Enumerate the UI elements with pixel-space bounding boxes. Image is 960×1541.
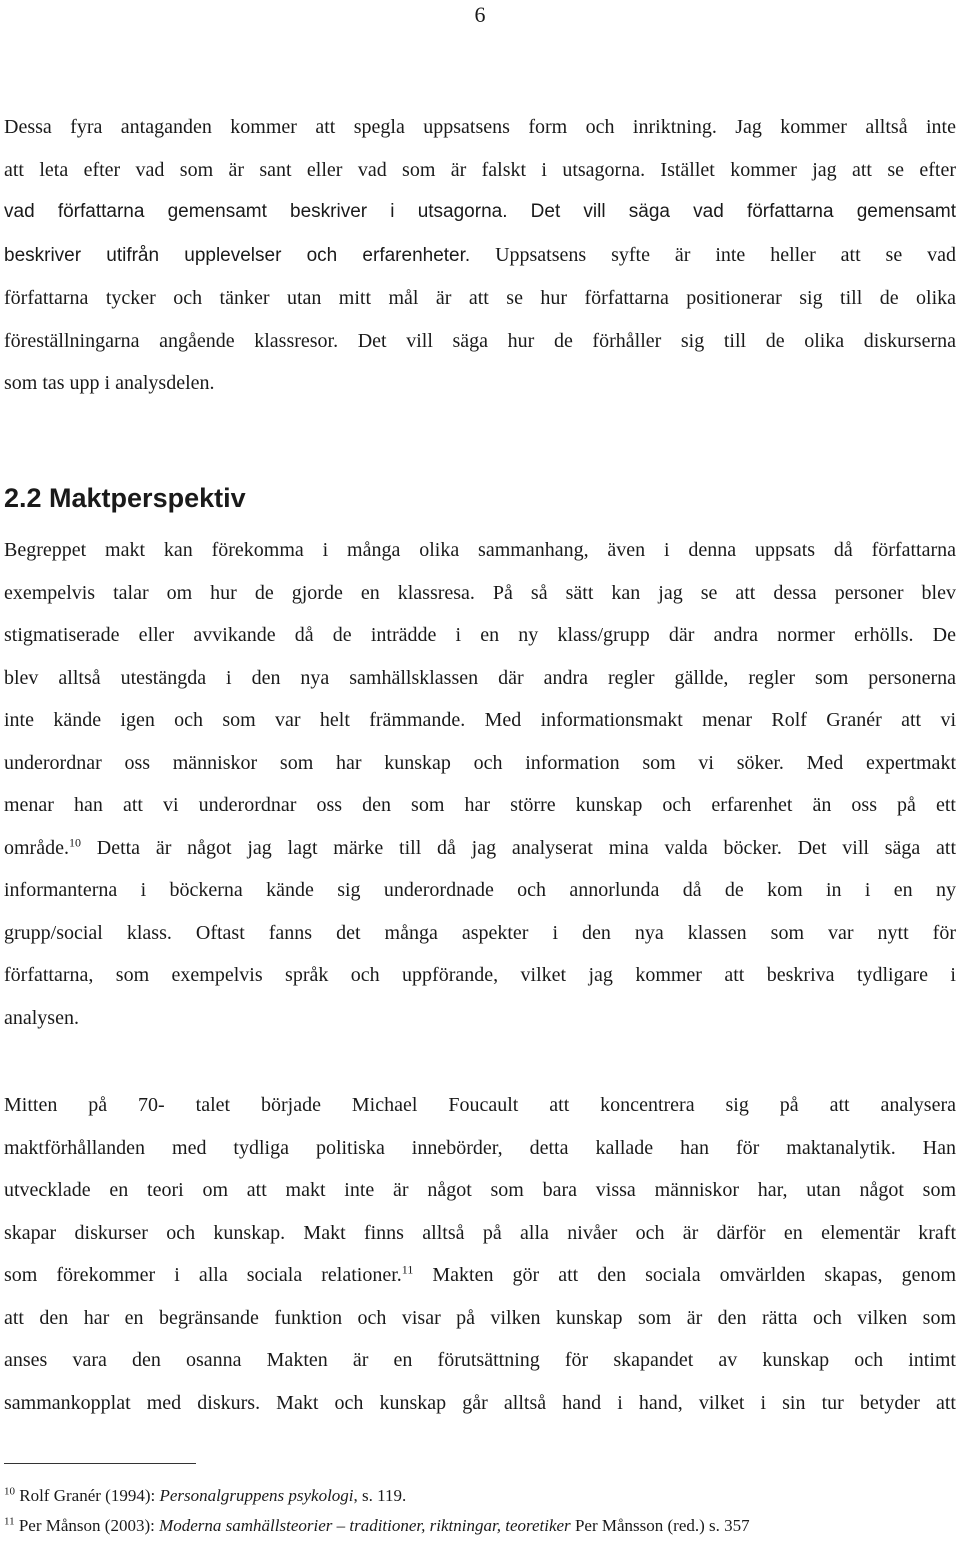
section-heading: 2.2 Maktperspektiv (4, 483, 246, 513)
paragraph-span: Uppsatsens syfte är inte heller att se vad (470, 243, 956, 266)
paragraph-line: författarna tycker och tänker utan mitt mål är att se hur författarna positionerar sig till de olika (4, 287, 956, 309)
paragraph-maktperspektiv (4, 529, 956, 1039)
paragraph-span: som förekommer i alla sociala relationer. (4, 1264, 402, 1286)
paragraph-line: Dessa fyra antaganden kommer att spegla uppsatsens form och inriktning. Jag kommer alltså inte (4, 116, 956, 138)
paragraph-line: Mitten på 70- talet började Michael Foucault att koncentrera sig på att analysera (4, 1094, 956, 1116)
paragraph-line: underordnar oss människor som har kunskap och information som vi söker. Med expertmakt (4, 751, 956, 774)
footnote-text: Rolf Granér (1994): (15, 1486, 160, 1505)
footnote-marker: 10 (4, 1485, 15, 1498)
footnote-marker: 11 (4, 1515, 15, 1528)
footnote-divider (4, 1463, 196, 1464)
paragraph-line: Begreppet makt kan förekomma i många olika sammanhang, även i denna uppsats då författarna (4, 539, 956, 561)
paragraph-span: beskriver utifrån upplevelser och erfarenheter. (4, 244, 471, 266)
footnote-text: Per Månson (2003): (14, 1516, 160, 1535)
footnote-text: , s. 119. (353, 1486, 407, 1505)
paragraph-line: skapar diskurser och kunskap. Makt finns alltså på alla nivåer och är därför en elementär kraft (4, 1221, 956, 1244)
paragraph-line: blev alltså utestängda i den nya samhällsklassen där andra regler gällde, regler som personerna (4, 666, 956, 689)
page-number: 6 (474, 2, 486, 27)
paragraph-foucault (4, 1084, 956, 1424)
footnote-10 (4, 1481, 956, 1511)
paragraph-line: exempelvis talar om hur de gjorde en klassresa. På så sätt kan jag se att dessa personer blev (4, 581, 956, 604)
paragraph-line (4, 1254, 956, 1297)
footnote-text: Per Månsson (red.) s. 357 (570, 1516, 750, 1535)
paragraph-line: att leta efter vad som är sant eller vad som är falskt i utsagorna. Istället kommer jag att se efter (4, 158, 956, 181)
footnote-ref-10[interactable]: 10 (68, 834, 81, 849)
paragraph-line: utvecklade en teori om att makt inte är något som bara vissa människor har, utan något som (4, 1179, 956, 1201)
paragraph-line: informanterna i böckerna kände sig underordnade och annorlunda då de kom in i en ny (4, 879, 956, 901)
paragraph-line: vad författarna gemensamt beskriver i utsagorna. Det vill säga vad författarna gemensamt (4, 201, 956, 222)
paragraph-line: författarna, som exempelvis språk och uppförande, vilket jag kommer att beskriva tydligare i (4, 964, 956, 986)
paragraph-line (4, 827, 956, 870)
paragraph-intro (4, 106, 956, 405)
footnote-ref-11[interactable]: 11 (401, 1262, 414, 1277)
paragraph-line (4, 234, 956, 278)
paragraph-line: att den har en begränsande funktion och visar på vilken kunskap som är den rätta och vilken som (4, 1306, 956, 1329)
paragraph-line: maktförhållanden med tydliga politiska innebörder, detta kallade han för maktanalytik. Han (4, 1136, 956, 1159)
footnotes (4, 1481, 956, 1541)
paragraph-line: inte kände igen och som var helt främmande. Med informationsmakt menar Rolf Granér att vi (4, 709, 956, 731)
paragraph-line: som tas upp i analysdelen. (4, 372, 215, 394)
paragraph-span: Makten gör att den sociala omvärlden skapas, genom (413, 1264, 957, 1286)
paragraph-line: analysen. (4, 1006, 79, 1029)
paragraph-line: stigmatiserade eller avvikande då de inträdde i en ny klass/grupp där andra normer erhölls. De (4, 624, 956, 646)
paragraph-line: menar han att vi underordnar oss den som har större kunskap och erfarenhet än oss på ett (4, 794, 956, 816)
paragraph-line: anses vara den osanna Makten är en förutsättning för skapandet av kunskap och intimt (4, 1349, 956, 1371)
paragraph-line: sammankopplat med diskurs. Makt och kunskap går alltså hand i hand, vilket i sin tur betyder att (4, 1391, 956, 1414)
footnote-title: Personalgruppens psykologi (159, 1486, 354, 1505)
paragraph-span: Detta är något jag lagt märke till då jag analyserat mina valda böcker. Det vill säga att (80, 836, 956, 859)
footnote-title: Moderna samhällsteorier – traditioner, riktningar, teoretiker (159, 1516, 571, 1535)
paragraph-line: grupp/social klass. Oftast fanns det många aspekter i den nya klassen som var nytt för (4, 921, 956, 944)
paragraph-line: föreställningarna angående klassresor. Det vill säga hur de förhåller sig till de olika diskurserna (4, 329, 956, 352)
paragraph-span: område. (4, 836, 69, 859)
